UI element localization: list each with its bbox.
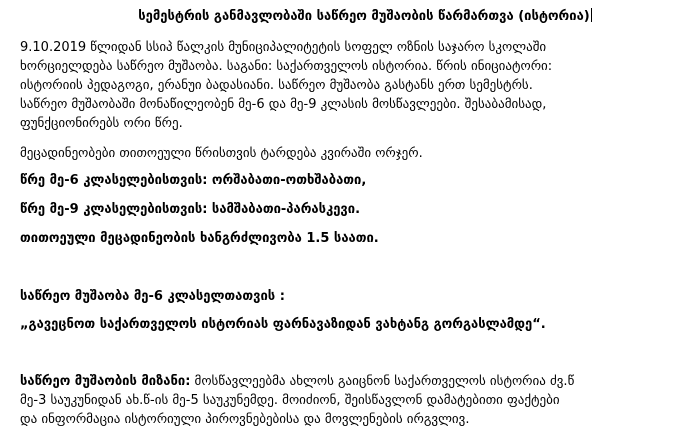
session-duration: თითოეული მეცადინეობის ხანგრძლივობა 1.5 საათი. <box>20 231 379 246</box>
schedule-intro: მეცადინეობები თითოეული წრისთვის ტარდება კვირაში ორჯერ. <box>20 146 423 161</box>
section-heading: საწრეო მუშაობა მე-6 კლასელთათვის : <box>20 289 285 304</box>
goal-paragraph <box>20 372 660 429</box>
goal-line: და ინფორმაცია ისტორიული პიროვნებებისა და მოვლენების ირგვლივ. <box>20 412 470 427</box>
intro-line: ფუნქციონირებს ორი წრე. <box>20 116 183 131</box>
schedule-grade-9: წრე მე-9 კლასელებისთვის: სამშაბათი-პარასკევი. <box>20 202 361 217</box>
goal-text: მოსწავლეებმა ახლოს გაიცნონ საქართველოს ისტორია ძვ.წ <box>190 374 575 389</box>
intro-line: ხორციელდება საწრეო მუშაობა. საგანი: საქართველოს ისტორია. წრის ინიციატორი: <box>20 59 553 74</box>
schedule-grade-6: წრე მე-6 კლასელებისთვის: ორშაბათი-ოთხშაბათი, <box>20 173 367 188</box>
goal-line: მე-3 საუკუნიდან ახ.წ-ის მე-5 საუკუნემდე. მოიძიონ, შეისწავლონ დამატებითი ფაქტები <box>20 393 560 408</box>
intro-line: საწრეო მუშაობაში მონაწილეობენ მე-6 და მე-9 კლასის მოსწავლეები. შესაბამისად, <box>20 97 547 112</box>
intro-line: 9.10.2019 წლიდან სსიპ წალკის მუნიციპალიტეტის სოფელ ოზნის საჯარო სკოლაში <box>20 40 547 55</box>
intro-paragraph <box>20 38 660 133</box>
intro-line: ისტორიის პედაგოგი, ერანუი ბადასიანი. საწრეო მუშაობა გასტანს ერთ სემესტრს. <box>20 78 533 93</box>
text-cursor <box>591 8 592 22</box>
goal-label: საწრეო მუშაობის მიზანი: <box>20 374 191 389</box>
section-topic: „გავეცნოთ საქართველოს ისტორიას ფარნავაზიდან ვახტანგ გორგასლამდე“. <box>20 317 546 332</box>
document-title[interactable]: სემესტრის განმავლობაში საწრეო მუშაობის წარმართვა (ისტორია) <box>138 9 590 24</box>
